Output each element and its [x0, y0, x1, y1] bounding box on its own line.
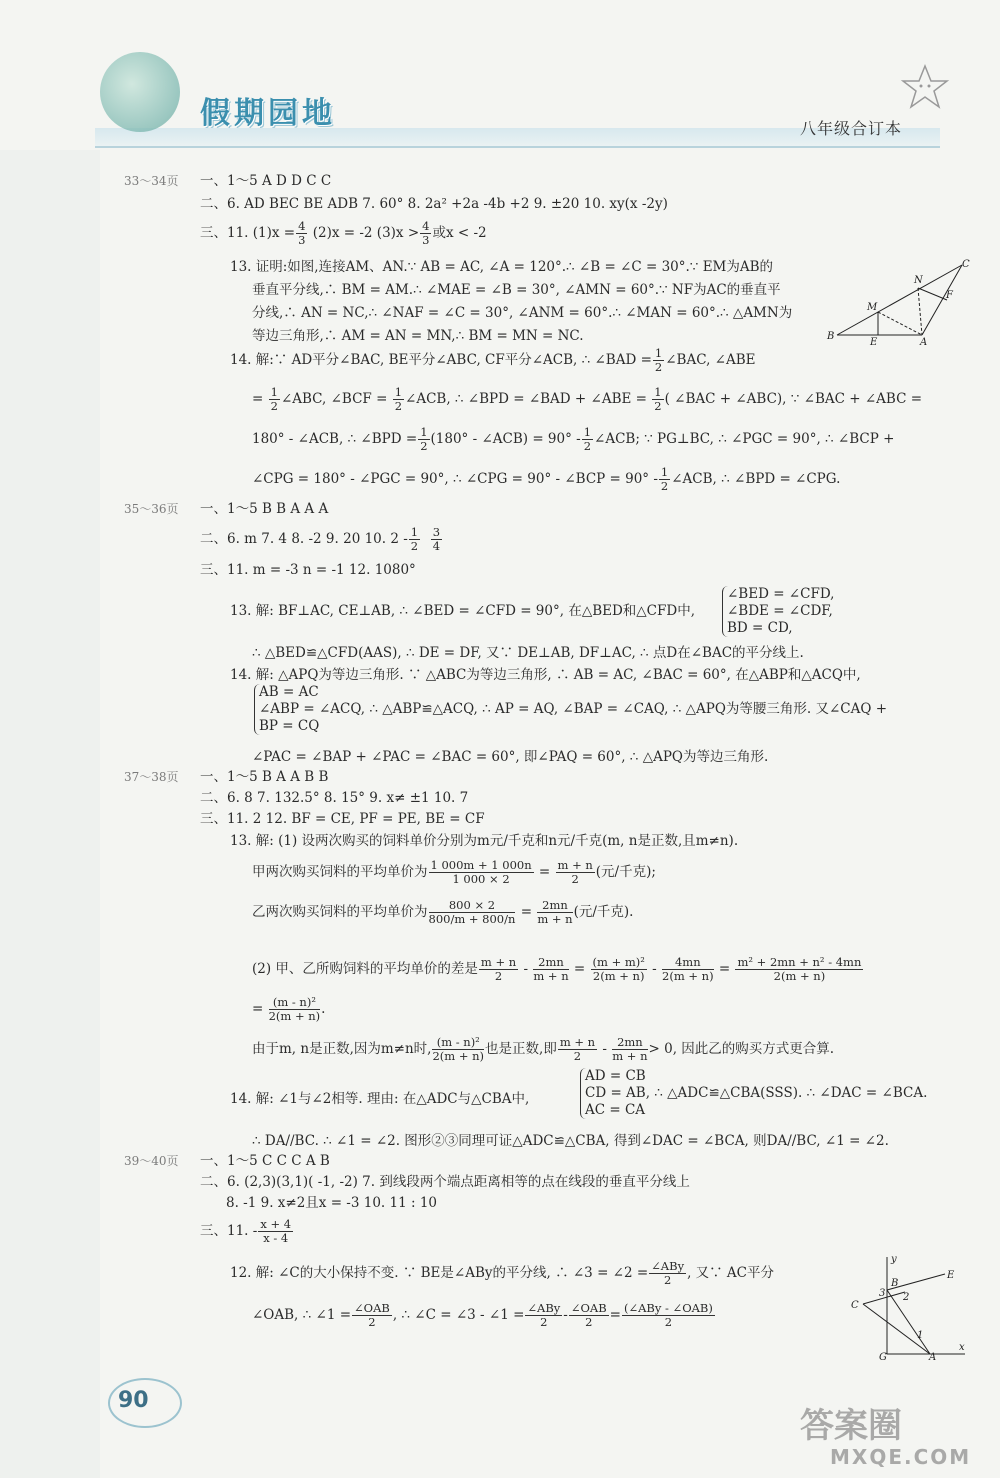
text: (2)x = -2 (3)x > — [312, 225, 420, 241]
fraction — [591, 956, 647, 983]
text: ∠ACB; ∵ PG⊥BC, ∴ ∠PGC = 90°, ∴ ∠BCP + — [594, 431, 895, 447]
numerator: 2mn — [537, 899, 572, 913]
numerator: 1 — [394, 385, 403, 399]
s3-choice: 一、1～5 B A A B B — [200, 769, 329, 785]
label: y — [891, 1254, 897, 1265]
text: = — [609, 1307, 621, 1323]
denominator: 2 — [654, 360, 663, 374]
s3-q13-line3: 乙两次购买饲料的平均单价为 $\frac{800 \times 2}{800/m + 800/n}$ = $\frac{2mn}{m + n}$ (元/千克). — [252, 898, 634, 926]
s3-q13-line2: 甲两次购买饲料的平均单价为 $\frac{1 000m + 1 000n}{1 000 \times 2}$ = $\frac{m + n}{2}$ (元/千克); — [252, 858, 656, 886]
text: ∠ABC, ∠BCF = — [280, 391, 388, 407]
denominator: 2 — [573, 1049, 582, 1063]
s1-choice: 一、1～5 A D D C C — [200, 173, 332, 189]
label: M — [867, 302, 878, 313]
s1-fill: 二、6. AD BEC BE ADB 7. 60° 8. 2a² +2a -4b +2 9. ±20 10. xy(x -2y) — [200, 196, 668, 212]
label: 2 — [903, 1292, 910, 1303]
label: 3 — [879, 1288, 886, 1299]
denominator: 2(m + n) — [773, 969, 826, 983]
label: x — [959, 1342, 965, 1353]
s3-q13-line1: 13. 解: (1) 设两次购买的饲料单价分别为m元/千克和n元/千克(m, n是正数,且m≠n). — [230, 833, 739, 849]
geometry-figure-1 — [822, 255, 982, 350]
fraction — [582, 426, 593, 453]
numerator: 1 — [654, 385, 662, 399]
s2-solve-11: 三、11. m = -3 n = -1 12. 1080° — [200, 562, 416, 578]
numerator: 1 — [270, 385, 278, 399]
denominator: m + n — [533, 969, 569, 983]
text: ( ∠BAC + ∠ABC), ∵ ∠BAC + ∠ABC = — [664, 391, 923, 407]
denominator: 2 — [660, 479, 669, 493]
logo-icon — [100, 52, 180, 132]
s3-q13-line5: = $\frac{\text{(m - n)²}}{2(m + n)}$ . — [252, 995, 326, 1023]
text: > 0, 因此乙的购买方式更合算. — [648, 1041, 835, 1057]
section-pages-33-34: 33～34页 — [124, 174, 179, 188]
s4-solve-11 — [200, 1214, 294, 1248]
denominator: 2 — [270, 399, 278, 413]
label: C — [851, 1300, 859, 1311]
s2-q14-line1: 14. 解: △APQ为等边三角形. ∵ △ABC为等边三角形, ∴ AB = AC, ∠BAC = 60°, 在△ABP和△ACQ中, — [230, 667, 861, 683]
numerator: 1 — [654, 346, 663, 360]
text: (元/千克); — [595, 864, 656, 880]
s3-fill: 二、6. 8 7. 132.5° 8. 15° 9. x≠ ±1 10. 7 — [200, 790, 469, 806]
section-pages-37-38: 37～38页 — [124, 770, 179, 784]
numerator: 1 — [660, 465, 669, 479]
s2-q14-brace — [254, 684, 887, 735]
denominator: 1 000 × 2 — [452, 872, 510, 886]
fraction — [420, 220, 431, 247]
s1-q14-line1 — [230, 343, 755, 377]
fraction — [556, 859, 595, 886]
text: ∠ACB, ∴ ∠BPD = ∠CPG. — [671, 471, 841, 487]
denominator: 2 — [540, 1315, 548, 1329]
brace-line: BP = CQ — [259, 718, 320, 734]
label: E — [870, 337, 878, 348]
label: E — [947, 1270, 955, 1281]
label: A — [929, 1352, 937, 1362]
numerator: 800 × 2 — [429, 899, 516, 913]
section-pages-35-36: 35～36页 — [124, 502, 179, 516]
denominator: 2(m + n) — [592, 969, 645, 983]
denominator: 2 — [494, 969, 503, 983]
numerator: m² + 2mn + n² - 4mn — [737, 955, 862, 969]
s1-solve-11 — [200, 216, 487, 250]
denominator: 2 — [585, 1315, 593, 1329]
fraction — [409, 526, 420, 553]
numerator: x + 4 — [260, 1217, 292, 1231]
text: (180° - ∠ACB) = 90° - — [430, 431, 581, 447]
s1-q13-line4: 等边三角形,∴ AM = AN = MN,∴ BM = MN = NC. — [252, 328, 584, 344]
numerator: 2mn — [533, 956, 568, 970]
numerator: 1 — [410, 525, 419, 539]
brace-line: ∠ABP = ∠ACQ, ∴ △ABP≌△ACQ, ∴ AP = AQ, ∠BAP = ∠CAQ, ∴ △APQ为等腰三角形. 又∠CAQ + — [259, 701, 888, 717]
watermark-url: MXQE.COM — [830, 1445, 972, 1469]
text: 乙两次购买饲料的平均单价为 — [252, 904, 428, 920]
page-header — [0, 0, 1000, 150]
text: 二、6. m 7. 4 8. -2 9. 20 10. 2 - — [200, 531, 408, 547]
brace-line: ∠BED = ∠CFD, — [727, 586, 835, 602]
denominator: 800/m + 800/n — [428, 912, 516, 926]
s4-q12-line2 — [252, 1298, 716, 1332]
s1-q13-line2: 垂直平分线,∴ BM = AM.∴ ∠MAE = ∠B = 30°, ∠AMN = 60°.∵ NF为AC的垂直平 — [252, 282, 781, 298]
denominator: 4 — [432, 539, 441, 553]
text: 14. 解:∵ AD平分∠BAC, BE平分∠ABC, CF平分∠ACB, ∴ ∠BAD = — [230, 352, 652, 368]
numerator: (∠ABy - ∠OAB) — [623, 1301, 713, 1315]
fraction — [558, 1036, 597, 1063]
text: ∠ACB, ∴ ∠BPD = ∠BAD + ∠ABE = — [405, 391, 647, 407]
s3-q13-line6: 由于m, n是正数,因为m≠n时, $\frac{\text{(m - n)²}}{2(m + n)}$ 也是正数,即 $\frac{m + n}{2}$ - $\frac{2mn}{m + n}$ > 0, 因此乙的购买方式更合算. — [252, 1035, 835, 1063]
fraction — [622, 1302, 715, 1329]
numerator: ∠ABy — [651, 1259, 685, 1273]
s1-q13-line3: 分线,∴ AN = NC,∴ ∠NAF = ∠C = 30°, ∠ANM = 60°.∴ ∠MAN = 60°.∴ △AMN为 — [252, 305, 793, 321]
label: F — [946, 290, 953, 301]
s3-q14-brace — [580, 1068, 927, 1119]
denominator: 2 — [663, 1273, 672, 1287]
denominator: 2 — [420, 439, 428, 453]
denominator: 2 — [394, 399, 403, 413]
s1-q13-line1: 13. 证明:如图,连接AM、AN.∵ AB = AC, ∠A = 120°.∴ ∠B = ∠C = 30°.∵ EM为AB的 — [230, 259, 774, 275]
numerator: 3 — [432, 525, 441, 539]
s4-fill-1: 二、6. (2,3)(3,1)( -1, -2) 7. 到线段两个端点距离相等的点在线段的垂直平分线上 — [200, 1174, 690, 1190]
text: - — [563, 1307, 568, 1323]
denominator: m + n — [537, 912, 573, 926]
text: ∠BAC, ∠ABE — [665, 352, 756, 368]
numerator: 4 — [298, 219, 306, 233]
denominator: 2 — [368, 1315, 376, 1329]
s2-q13-brace — [722, 586, 834, 637]
fraction — [429, 859, 534, 886]
numerator: (m - n)² — [269, 996, 321, 1010]
fraction — [258, 1218, 293, 1245]
label: B — [827, 331, 835, 342]
numerator: 2mn — [612, 1036, 647, 1050]
label: B — [891, 1278, 899, 1289]
geometry-figure-2 — [845, 1252, 970, 1362]
numerator: (m - n)² — [432, 1036, 484, 1050]
numerator: m + n — [557, 858, 593, 872]
text: ∠OAB, ∴ ∠1 = — [252, 1307, 352, 1323]
s2-q13-line2: ∴ △BED≌△CFD(AAS), ∴ DE = DF, 又∵ DE⊥AB, DF⊥AC, ∴ 点D在∠BAC的平分线上. — [252, 645, 804, 661]
watermark-logo: 答案圈 — [800, 1406, 902, 1446]
fraction — [479, 956, 518, 983]
text: ∠CPG = 180° - ∠PGC = 90°, ∴ ∠CPG = 90° - ∠BCP = 90° - — [252, 471, 658, 487]
s2-q13-line1: 13. 解: BF⊥AC, CE⊥AB, ∴ ∠BED = ∠CFD = 90°, 在△BED和△CFD中, — [230, 603, 695, 619]
label: 1 — [917, 1330, 924, 1341]
fraction — [432, 1036, 484, 1063]
denominator: 2 — [654, 399, 662, 413]
denominator: 2(m + n) — [432, 1049, 485, 1063]
star-icon — [900, 62, 950, 112]
fraction — [653, 347, 664, 374]
text: (2) 甲、乙所购饲料的平均单价的差是 — [252, 961, 478, 977]
fraction — [569, 1302, 609, 1329]
s2-q14-line2: ∠PAC = ∠BAP + ∠PAC = ∠BAC = 60°, 即∠PAQ = 60°, ∴ △APQ为等边三角形. — [252, 749, 769, 765]
fraction — [735, 956, 863, 983]
fraction — [652, 386, 663, 413]
s1-q14-line2 — [252, 382, 922, 416]
fraction — [296, 220, 307, 247]
brace-line: BD = CD, — [727, 620, 793, 636]
denominator: m + n — [612, 1049, 648, 1063]
side-band — [0, 150, 100, 1478]
numerator: ∠OAB — [570, 1301, 607, 1315]
brace-line: CD = AB, ∴ △ADC≌△CBA(SSS). ∴ ∠DAC = ∠BCA. — [585, 1085, 928, 1101]
brace-line: AD = CB — [585, 1068, 646, 1084]
page-number: 90 — [118, 1388, 149, 1413]
text: = — [252, 391, 264, 407]
numerator: 4mn — [662, 956, 714, 970]
s3-q14-line1: 14. 解: ∠1与∠2相等. 理由: 在△ADC与△CBA中, — [230, 1091, 530, 1107]
header-subtitle: 八年级合订本 — [800, 119, 903, 138]
label: C — [962, 259, 970, 270]
brace-line: AC = CA — [585, 1102, 646, 1118]
s1-q14-line4 — [252, 462, 840, 496]
denominator: x - 4 — [263, 1231, 289, 1245]
denominator: 3 — [298, 233, 306, 247]
numerator: ∠OAB — [354, 1301, 390, 1315]
numerator: m + n — [559, 1035, 596, 1049]
fraction — [612, 1036, 647, 1063]
text: 三、11. (1)x = — [200, 225, 296, 241]
fraction — [352, 1302, 392, 1329]
numerator: 1 — [420, 425, 428, 439]
label: A — [920, 337, 928, 348]
header-title: 假期园地 — [200, 96, 336, 131]
text: 甲两次购买饲料的平均单价为 — [252, 864, 428, 880]
fraction — [393, 386, 404, 413]
fraction — [429, 899, 516, 926]
fraction — [659, 466, 670, 493]
brace-line: ∠BDE = ∠CDF, — [727, 603, 833, 619]
denominator: 2 — [571, 872, 579, 886]
denominator: 2(m + n) — [662, 969, 714, 983]
s4-q12-line1 — [230, 1256, 774, 1290]
s3-q14-line2: ∴ DA//BC. ∴ ∠1 = ∠2. 图形②③同理可证△ADC≌△CBA, 得到∠DAC = ∠BCA, 则DA//BC, ∠1 = ∠2. — [252, 1133, 889, 1149]
s3-solve: 三、11. 2 12. BF = CE, PF = PE, BE = CF — [200, 811, 485, 827]
denominator: 2 — [410, 539, 419, 553]
s2-fill — [200, 522, 443, 556]
fraction — [525, 1302, 562, 1329]
text: 12. 解: ∠C的大小保持不变. ∵ BE是∠ABy的平分线, ∴ ∠3 = ∠2 = — [230, 1265, 649, 1281]
numerator: 1 000m + 1 000n — [430, 858, 532, 872]
s3-q13-line4: (2) 甲、乙所购饲料的平均单价的差是 $\frac{m + n}{2}$ - $\frac{2mn}{m + n}$ = $\frac{\text{(m + m)²}}{2(m + n)}$ - $\frac{4mn}{2(m + n)}$ = $\frac{\text{m² + 2mn + n² - 4mn}}{2(m + n)}$ — [252, 955, 862, 983]
brace-line: AB = AC — [259, 684, 319, 700]
fraction — [649, 1260, 686, 1287]
fraction — [269, 386, 280, 413]
text: 也是正数,即 — [485, 1041, 557, 1057]
fraction — [431, 526, 442, 553]
text: 由于m, n是正数,因为m≠n时, — [252, 1041, 432, 1057]
text: 或x < -2 — [432, 225, 487, 241]
s4-choice: 一、1～5 C C C A B — [200, 1153, 330, 1169]
denominator: 2 — [664, 1315, 673, 1329]
numerator: 1 — [583, 425, 592, 439]
text: (元/千克). — [573, 904, 634, 920]
fraction — [537, 899, 572, 926]
fraction — [269, 996, 321, 1023]
fraction — [662, 956, 714, 983]
s2-choice: 一、1～5 B B A A A — [200, 501, 329, 517]
s1-q14-line3 — [252, 422, 894, 456]
section-pages-39-40: 39～40页 — [124, 1154, 179, 1168]
denominator: 2 — [583, 439, 592, 453]
label: G — [879, 1352, 887, 1362]
text: 180° - ∠ACB, ∴ ∠BPD = — [252, 431, 418, 447]
fraction — [533, 956, 568, 983]
numerator: m + n — [480, 955, 517, 969]
numerator: (m + m)² — [592, 955, 645, 969]
s4-fill-2: 8. -1 9. x≠2且x = -3 10. 11 : 10 — [226, 1195, 437, 1211]
text: , ∴ ∠C = ∠3 - ∠1 = — [392, 1307, 525, 1323]
denominator: 2(m + n) — [268, 1009, 321, 1023]
numerator: ∠ABy — [527, 1301, 561, 1315]
text: 三、11. - — [200, 1223, 258, 1239]
numerator: 4 — [422, 219, 430, 233]
fraction — [418, 426, 429, 453]
text: , 又∵ AC平分 — [687, 1265, 775, 1281]
label: N — [914, 275, 923, 286]
denominator: 3 — [422, 233, 430, 247]
